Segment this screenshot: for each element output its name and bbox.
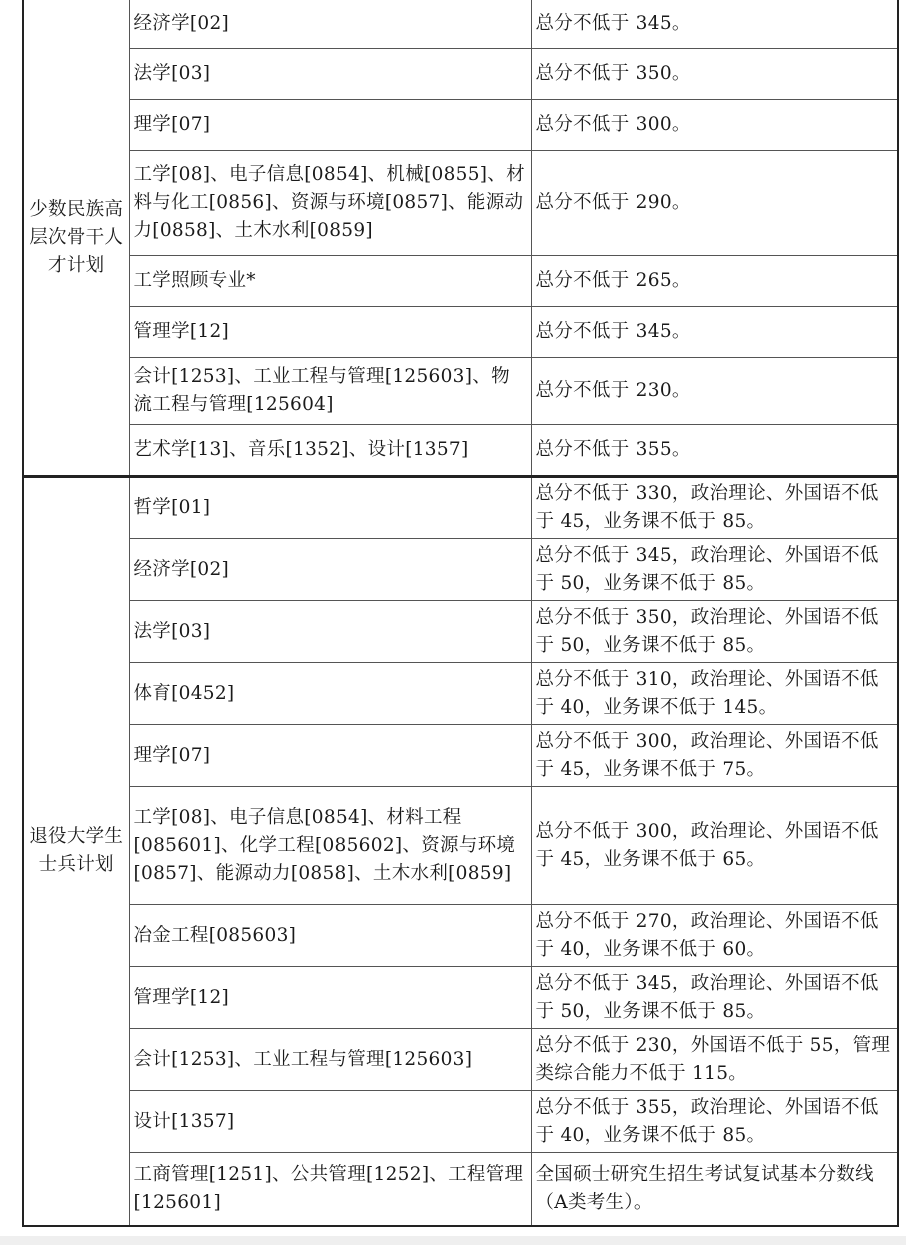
requirement-cell: 总分不低于 345，政治理论、外国语不低于 50，业务课不低于 85。 [531, 539, 898, 601]
requirement-cell: 总分不低于 345。 [531, 0, 898, 49]
requirement-cell: 总分不低于 300，政治理论、外国语不低于 45，业务课不低于 65。 [531, 787, 898, 905]
page-bottom-strip [0, 1236, 906, 1245]
table-row [23, 49, 898, 100]
major-cell: 经济学[02] [129, 539, 531, 601]
major-cell: 工学[08]、电子信息[0854]、材料工程[085601]、化学工程[085602]、资源与环境[0857]、能源动力[0858]、土木水利[0859] [129, 787, 531, 905]
major-cell: 工商管理[1251]、公共管理[1252]、工程管理[125601] [129, 1153, 531, 1226]
major-cell: 会计[1253]、工业工程与管理[125603]、物流工程与管理[125604] [129, 358, 531, 425]
table-row [23, 0, 898, 49]
requirement-cell: 全国硕士研究生招生考试复试基本分数线（A类考生）。 [531, 1153, 898, 1226]
table-row [23, 539, 898, 601]
major-cell: 设计[1357] [129, 1091, 531, 1153]
table-row [23, 601, 898, 663]
requirement-cell: 总分不低于 330，政治理论、外国语不低于 45，业务课不低于 85。 [531, 477, 898, 539]
requirement-cell: 总分不低于 350，政治理论、外国语不低于 50，业务课不低于 85。 [531, 601, 898, 663]
major-cell: 法学[03] [129, 601, 531, 663]
major-cell: 冶金工程[085603] [129, 905, 531, 967]
major-cell: 艺术学[13]、音乐[1352]、设计[1357] [129, 425, 531, 477]
category-cell: 少数民族高层次骨干人才计划 [23, 0, 129, 477]
requirement-cell: 总分不低于 345。 [531, 307, 898, 358]
requirement-cell: 总分不低于 265。 [531, 256, 898, 307]
table-row [23, 1153, 898, 1226]
major-cell: 体育[0452] [129, 663, 531, 725]
requirement-cell: 总分不低于 310，政治理论、外国语不低于 40，业务课不低于 145。 [531, 663, 898, 725]
table-row [23, 725, 898, 787]
table-row [23, 151, 898, 256]
requirement-cell: 总分不低于 355，政治理论、外国语不低于 40，业务课不低于 85。 [531, 1091, 898, 1153]
table-row [23, 425, 898, 477]
major-cell: 哲学[01] [129, 477, 531, 539]
major-cell: 理学[07] [129, 100, 531, 151]
table-row [23, 663, 898, 725]
major-cell: 经济学[02] [129, 0, 531, 49]
major-cell: 会计[1253]、工业工程与管理[125603] [129, 1029, 531, 1091]
requirement-cell: 总分不低于 290。 [531, 151, 898, 256]
requirement-cell: 总分不低于 230，外国语不低于 55，管理类综合能力不低于 115。 [531, 1029, 898, 1091]
requirement-cell: 总分不低于 350。 [531, 49, 898, 100]
major-cell: 管理学[12] [129, 307, 531, 358]
requirement-cell: 总分不低于 270，政治理论、外国语不低于 40，业务课不低于 60。 [531, 905, 898, 967]
requirement-cell: 总分不低于 300。 [531, 100, 898, 151]
table-row [23, 256, 898, 307]
requirement-cell: 总分不低于 355。 [531, 425, 898, 477]
table-row [23, 307, 898, 358]
table-row [23, 967, 898, 1029]
requirement-cell: 总分不低于 345，政治理论、外国语不低于 50，业务课不低于 85。 [531, 967, 898, 1029]
category-cell: 退役大学生士兵计划 [23, 477, 129, 1226]
major-cell: 管理学[12] [129, 967, 531, 1029]
table-row [23, 477, 898, 539]
table-row [23, 1029, 898, 1091]
table-row [23, 1091, 898, 1153]
table-row [23, 905, 898, 967]
major-cell: 工学[08]、电子信息[0854]、机械[0855]、材料与化工[0856]、资源与环境[0857]、能源动力[0858]、土木水利[0859] [129, 151, 531, 256]
table-body [23, 0, 898, 1226]
requirement-cell: 总分不低于 230。 [531, 358, 898, 425]
table-row [23, 100, 898, 151]
major-cell: 工学照顾专业* [129, 256, 531, 307]
requirement-cell: 总分不低于 300，政治理论、外国语不低于 45，业务课不低于 75。 [531, 725, 898, 787]
major-cell: 法学[03] [129, 49, 531, 100]
major-cell: 理学[07] [129, 725, 531, 787]
table-row [23, 358, 898, 425]
table-row [23, 787, 898, 905]
score-requirements-table [22, 0, 899, 1227]
